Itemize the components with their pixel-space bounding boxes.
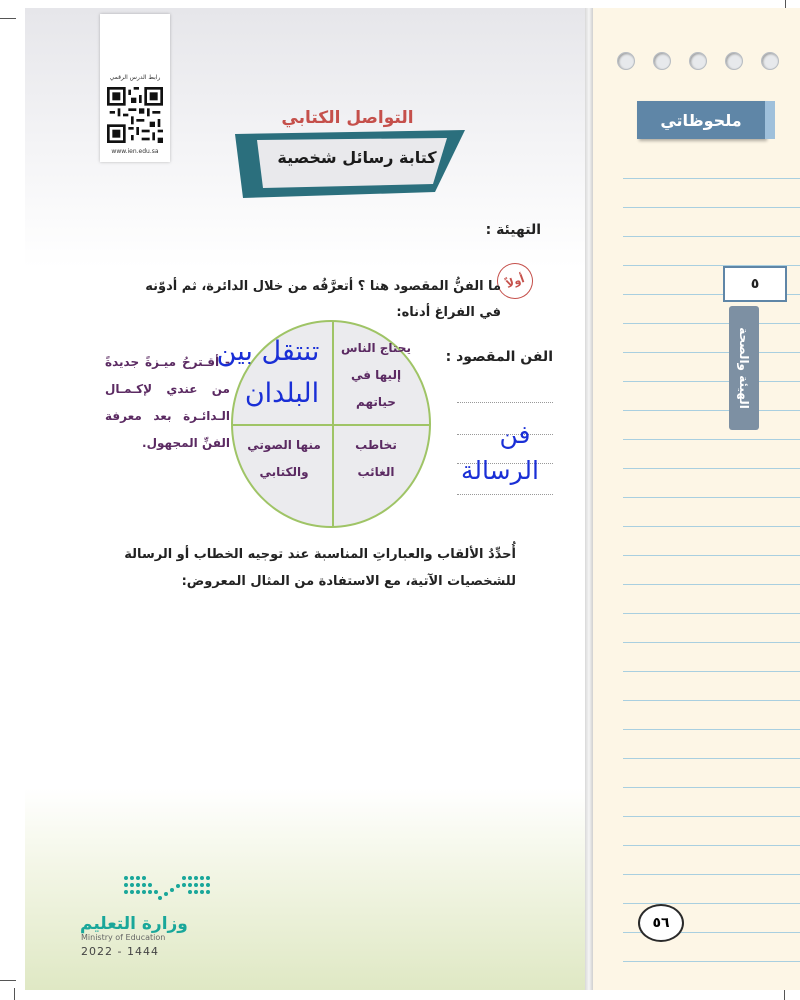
crop-mark (0, 980, 16, 981)
ruled-line (623, 236, 800, 237)
lesson-category: التواصل الكتابي (281, 108, 414, 128)
ministry-name-ar: وزارة التعليم (80, 914, 188, 934)
qr-url: www.ien.edu.sa (111, 148, 159, 155)
quadrant-text-line: حياتهم (356, 395, 396, 409)
ruled-line (623, 410, 800, 411)
lesson-title: كتابة رسائل شخصية (277, 148, 437, 167)
ruled-line (623, 642, 800, 643)
quadrant-text-line: إليها في (350, 368, 402, 382)
qr-label: رابط الدرس الرقمي (109, 74, 161, 81)
quadrant-text-line: الغائب (357, 465, 395, 479)
crop-mark (0, 18, 16, 19)
binder-hole-icon (689, 52, 707, 70)
ruled-line (623, 207, 800, 208)
notes-page (593, 8, 800, 990)
handwritten-answer-line2: الرسالة (461, 456, 539, 485)
ruled-line (623, 729, 800, 730)
ruled-line (623, 671, 800, 672)
ruled-line (623, 613, 800, 614)
unit-number-box: ٥ (723, 266, 787, 302)
binder-hole-icon (653, 52, 671, 70)
quadrant-text-line: يحتاج الناس (341, 341, 411, 355)
unit-title: الهيئة والصحة (737, 327, 751, 409)
binder-hole-icon (617, 52, 635, 70)
notes-tab: ملحوظاتي (637, 101, 765, 139)
book-spine (585, 8, 593, 990)
circle-divider-horizontal (233, 424, 429, 426)
ruled-line (623, 961, 800, 962)
answer-label: الفن المقصود : (445, 349, 553, 365)
ruled-line (623, 323, 800, 324)
circle-quadrant-bottom-right (331, 432, 421, 486)
ruled-line (623, 700, 800, 701)
ruled-line (623, 439, 800, 440)
instruction-text: أُحدِّدُ الألقاب والعباراتِ المناسبة عند توجيه الخطاب أو الرسالة للشخصيات الآتية، مع الاستفادة من المثال المعروض: (124, 547, 516, 589)
ruled-line (623, 758, 800, 759)
ruled-line (623, 178, 800, 179)
page-number: ٥٦ (638, 904, 684, 942)
answer-line (457, 402, 553, 403)
circle-quadrant-top-right (331, 335, 421, 416)
ministry-year: 2022 - 1444 (81, 945, 159, 958)
ruled-line (623, 555, 800, 556)
handwritten-note-line2: البلدان (244, 378, 320, 409)
binder-hole-icon (725, 52, 743, 70)
ruled-line (623, 787, 800, 788)
warmup-heading: التهيئة : (485, 222, 541, 238)
qr-code-icon[interactable] (107, 87, 163, 143)
answer-line (457, 494, 553, 495)
handwritten-answer-line1: فن (499, 420, 531, 449)
quadrant-text-line: تخاطب (355, 438, 397, 452)
ministry-logo-icon (120, 872, 216, 904)
quadrant-text-line: والكتابي (259, 465, 309, 479)
binder-hole-icon (761, 52, 779, 70)
ruled-line (623, 468, 800, 469)
suggestion-text: - أقـترحُ ميـزةً جديدةً من عندي لإكـمـال الـدائـرة بعد معرفة الفنِّ المجهول. (105, 355, 230, 450)
quadrant-text-line: منها الصوتي (247, 438, 321, 452)
handwritten-note-line1: تنتقل بين (216, 336, 320, 367)
unit-title-tab[interactable] (729, 306, 759, 430)
ministry-name-en: Ministry of Education (81, 933, 166, 942)
warmup-question: ما الفنُّ المقصود هنا ؟ أتعرَّفُه من خلال الدائرة، ثم أدوّنه في الفراغ أدناه: (145, 279, 501, 320)
ruled-line (623, 874, 800, 875)
crop-mark (14, 988, 15, 1000)
qr-card[interactable] (100, 14, 170, 162)
circle-quadrant-bottom-left (239, 432, 329, 486)
ruled-line (623, 903, 800, 904)
ruled-line (623, 526, 800, 527)
textbook-page (25, 8, 591, 990)
ruled-line (623, 584, 800, 585)
question-badge: أولاً (492, 258, 538, 304)
ruled-line (623, 497, 800, 498)
ruled-line (623, 381, 800, 382)
ruled-line (623, 816, 800, 817)
ruled-line (623, 352, 800, 353)
ruled-line (623, 845, 800, 846)
